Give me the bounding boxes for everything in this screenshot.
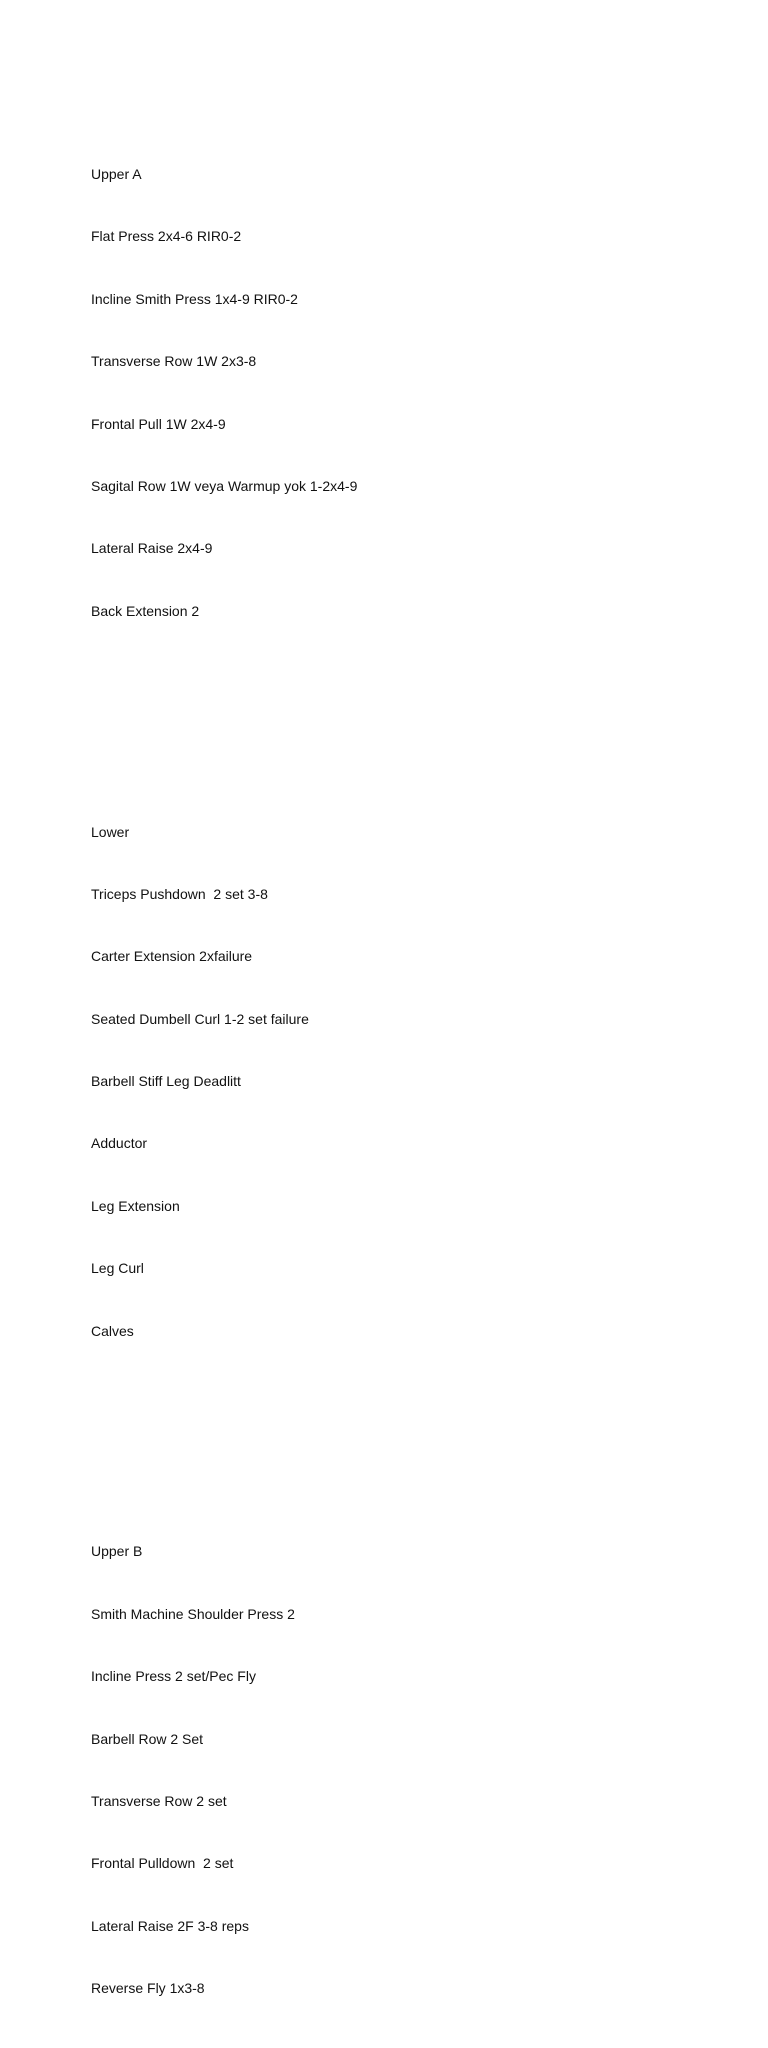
exercise-line: Leg Extension (91, 1197, 180, 1214)
document-body (91, 84, 691, 2048)
exercise-line: Frontal Pull 1W 2x4-9 (91, 415, 226, 432)
exercise-line: Barbell Stiff Leg Deadlitt (91, 1073, 241, 1090)
exercise-line: Reverse Fly 1x3-8 (91, 1980, 205, 1997)
exercise-line: Lateral Raise 2x4-9 (91, 540, 213, 557)
section-heading: Upper A (91, 166, 142, 182)
exercise-line: Carter Extension 2xfailure (91, 948, 253, 965)
exercise-line: Transverse Row 1W 2x3-8 (91, 353, 257, 370)
section-upper-a (91, 132, 691, 663)
exercise-line: Transverse Row 2 set (91, 1792, 227, 1809)
section-lower (91, 790, 691, 1384)
exercise-line: Adductor (91, 1135, 148, 1152)
blank-line (91, 711, 691, 741)
exercise-line: Lateral Raise 2F 3-8 reps (91, 1917, 249, 1934)
blank-line (91, 1431, 691, 1461)
exercise-line: Incline Smith Press 1x4-9 RIR0-2 (91, 290, 298, 307)
exercise-line: Flat Press 2x4-6 RIR0-2 (91, 228, 242, 245)
exercise-line: Sagital Row 1W veya Warmup yok 1-2x4-9 (91, 477, 358, 494)
exercise-line: Calves (91, 1322, 134, 1339)
exercise-line: Barbell Row 2 Set (91, 1730, 204, 1747)
section-upper-b (91, 1509, 691, 2040)
exercise-line: Triceps Pushdown 2 set 3-8 (91, 885, 268, 902)
exercise-line: Seated Dumbell Curl 1-2 set failure (91, 1010, 309, 1027)
section-heading: Lower (91, 823, 130, 840)
exercise-line: Leg Curl (91, 1260, 144, 1277)
section-heading: Upper B (91, 1543, 143, 1560)
exercise-line: Back Extension 2 (91, 602, 200, 619)
exercise-line: Smith Machine Shoulder Press 2 (91, 1605, 295, 1622)
exercise-line: Frontal Pulldown 2 set (91, 1855, 234, 1872)
exercise-line: Incline Press 2 set/Pec Fly (91, 1668, 256, 1685)
